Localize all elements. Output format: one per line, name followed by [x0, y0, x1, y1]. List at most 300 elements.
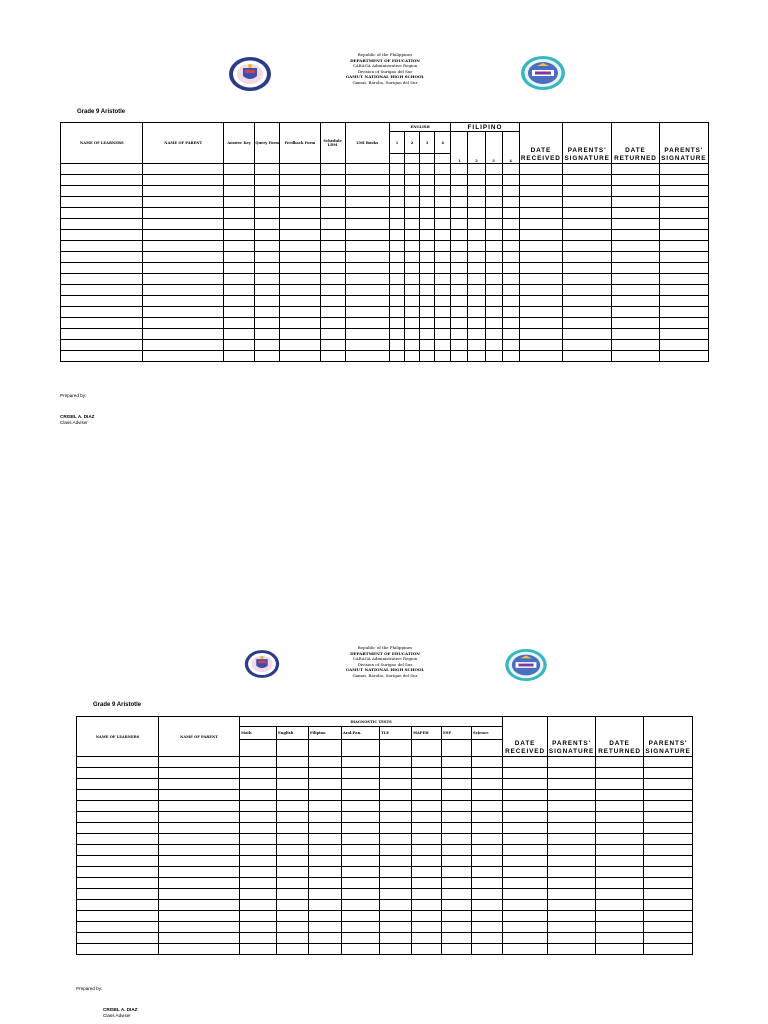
table-cell[interactable] — [380, 878, 412, 889]
table-cell[interactable] — [503, 812, 548, 823]
table-cell[interactable] — [223, 208, 254, 219]
table-cell[interactable] — [320, 351, 345, 362]
table-cell[interactable] — [61, 197, 143, 208]
table-cell[interactable] — [342, 812, 380, 823]
table-cell[interactable] — [451, 219, 468, 230]
table-cell[interactable] — [240, 757, 277, 768]
table-cell[interactable] — [659, 219, 708, 230]
table-cell[interactable] — [223, 219, 254, 230]
table-cell[interactable] — [472, 790, 503, 801]
table-cell[interactable] — [380, 856, 412, 867]
table-cell[interactable] — [612, 230, 659, 241]
table-cell[interactable] — [405, 197, 420, 208]
table-cell[interactable] — [240, 790, 277, 801]
table-cell[interactable] — [380, 867, 412, 878]
table-cell[interactable] — [412, 779, 442, 790]
table-cell[interactable] — [451, 164, 468, 175]
table-cell[interactable] — [612, 197, 659, 208]
table-cell[interactable] — [380, 779, 412, 790]
table-cell[interactable] — [240, 900, 277, 911]
table-cell[interactable] — [503, 878, 548, 889]
table-cell[interactable] — [280, 175, 320, 186]
table-cell[interactable] — [280, 230, 320, 241]
table-cell[interactable] — [435, 340, 451, 351]
table-cell[interactable] — [309, 911, 342, 922]
table-cell[interactable] — [143, 263, 223, 274]
table-cell[interactable] — [77, 790, 159, 801]
table-cell[interactable] — [412, 911, 442, 922]
table-cell[interactable] — [412, 790, 442, 801]
table-cell[interactable] — [143, 296, 223, 307]
table-cell[interactable] — [389, 263, 404, 274]
table-cell[interactable] — [562, 252, 611, 263]
table-cell[interactable] — [472, 911, 503, 922]
table-cell[interactable] — [562, 307, 611, 318]
table-cell[interactable] — [472, 900, 503, 911]
table-cell[interactable] — [659, 186, 708, 197]
table-cell[interactable] — [485, 175, 502, 186]
table-cell[interactable] — [342, 845, 380, 856]
table-cell[interactable] — [596, 889, 644, 900]
table-cell[interactable] — [405, 329, 420, 340]
table-cell[interactable] — [485, 252, 502, 263]
table-cell[interactable] — [77, 812, 159, 823]
table-cell[interactable] — [342, 834, 380, 845]
table-cell[interactable] — [389, 252, 404, 263]
table-cell[interactable] — [519, 263, 562, 274]
table-cell[interactable] — [320, 285, 345, 296]
table-cell[interactable] — [345, 329, 389, 340]
table-cell[interactable] — [159, 768, 240, 779]
table-cell[interactable] — [380, 900, 412, 911]
table-cell[interactable] — [644, 812, 693, 823]
table-cell[interactable] — [320, 175, 345, 186]
table-cell[interactable] — [548, 889, 596, 900]
table-cell[interactable] — [277, 867, 309, 878]
table-cell[interactable] — [143, 318, 223, 329]
table-cell[interactable] — [280, 307, 320, 318]
table-cell[interactable] — [485, 274, 502, 285]
table-cell[interactable] — [644, 757, 693, 768]
table-cell[interactable] — [451, 241, 468, 252]
table-cell[interactable] — [562, 351, 611, 362]
table-cell[interactable] — [435, 296, 451, 307]
table-cell[interactable] — [435, 175, 451, 186]
table-cell[interactable] — [255, 164, 280, 175]
table-cell[interactable] — [342, 911, 380, 922]
table-cell[interactable] — [596, 812, 644, 823]
table-cell[interactable] — [435, 208, 451, 219]
table-cell[interactable] — [405, 296, 420, 307]
table-cell[interactable] — [659, 329, 708, 340]
table-cell[interactable] — [503, 856, 548, 867]
table-cell[interactable] — [420, 252, 435, 263]
table-cell[interactable] — [562, 197, 611, 208]
table-cell[interactable] — [389, 230, 404, 241]
table-cell[interactable] — [548, 790, 596, 801]
table-cell[interactable] — [412, 933, 442, 944]
table-cell[interactable] — [412, 878, 442, 889]
table-cell[interactable] — [468, 164, 485, 175]
table-cell[interactable] — [345, 340, 389, 351]
table-cell[interactable] — [405, 208, 420, 219]
table-cell[interactable] — [342, 757, 380, 768]
table-cell[interactable] — [280, 219, 320, 230]
table-cell[interactable] — [442, 922, 472, 933]
table-cell[interactable] — [240, 944, 277, 955]
table-cell[interactable] — [405, 230, 420, 241]
table-cell[interactable] — [596, 878, 644, 889]
table-cell[interactable] — [61, 274, 143, 285]
table-cell[interactable] — [223, 296, 254, 307]
table-cell[interactable] — [309, 801, 342, 812]
table-cell[interactable] — [159, 812, 240, 823]
table-cell[interactable] — [61, 296, 143, 307]
table-cell[interactable] — [277, 834, 309, 845]
table-cell[interactable] — [309, 922, 342, 933]
table-cell[interactable] — [502, 351, 519, 362]
table-cell[interactable] — [159, 889, 240, 900]
table-cell[interactable] — [659, 296, 708, 307]
table-cell[interactable] — [451, 307, 468, 318]
table-cell[interactable] — [502, 208, 519, 219]
table-cell[interactable] — [644, 867, 693, 878]
table-cell[interactable] — [485, 241, 502, 252]
table-cell[interactable] — [405, 318, 420, 329]
table-cell[interactable] — [468, 186, 485, 197]
table-cell[interactable] — [548, 856, 596, 867]
table-cell[interactable] — [61, 329, 143, 340]
table-cell[interactable] — [389, 241, 404, 252]
table-cell[interactable] — [255, 175, 280, 186]
table-cell[interactable] — [345, 197, 389, 208]
table-cell[interactable] — [596, 834, 644, 845]
table-cell[interactable] — [380, 790, 412, 801]
table-cell[interactable] — [277, 845, 309, 856]
table-cell[interactable] — [502, 307, 519, 318]
table-cell[interactable] — [472, 878, 503, 889]
table-cell[interactable] — [435, 285, 451, 296]
table-cell[interactable] — [143, 208, 223, 219]
table-cell[interactable] — [405, 219, 420, 230]
table-cell[interactable] — [61, 186, 143, 197]
table-cell[interactable] — [596, 801, 644, 812]
table-cell[interactable] — [412, 812, 442, 823]
table-cell[interactable] — [309, 856, 342, 867]
table-cell[interactable] — [277, 944, 309, 955]
table-cell[interactable] — [277, 856, 309, 867]
table-cell[interactable] — [77, 911, 159, 922]
table-cell[interactable] — [644, 823, 693, 834]
table-cell[interactable] — [345, 175, 389, 186]
table-cell[interactable] — [280, 351, 320, 362]
table-cell[interactable] — [77, 757, 159, 768]
table-cell[interactable] — [612, 208, 659, 219]
table-cell[interactable] — [644, 922, 693, 933]
table-cell[interactable] — [548, 757, 596, 768]
table-cell[interactable] — [442, 823, 472, 834]
table-cell[interactable] — [562, 186, 611, 197]
table-cell[interactable] — [659, 340, 708, 351]
table-cell[interactable] — [420, 263, 435, 274]
table-cell[interactable] — [280, 208, 320, 219]
table-cell[interactable] — [277, 900, 309, 911]
table-cell[interactable] — [240, 911, 277, 922]
table-cell[interactable] — [451, 318, 468, 329]
table-cell[interactable] — [280, 329, 320, 340]
table-cell[interactable] — [412, 867, 442, 878]
table-cell[interactable] — [562, 296, 611, 307]
table-cell[interactable] — [342, 922, 380, 933]
table-cell[interactable] — [519, 219, 562, 230]
table-cell[interactable] — [420, 285, 435, 296]
table-cell[interactable] — [451, 285, 468, 296]
table-cell[interactable] — [61, 175, 143, 186]
table-cell[interactable] — [420, 241, 435, 252]
table-cell[interactable] — [442, 900, 472, 911]
table-cell[interactable] — [659, 208, 708, 219]
table-cell[interactable] — [277, 801, 309, 812]
table-cell[interactable] — [659, 263, 708, 274]
table-cell[interactable] — [405, 307, 420, 318]
table-cell[interactable] — [320, 318, 345, 329]
table-cell[interactable] — [255, 307, 280, 318]
table-cell[interactable] — [77, 845, 159, 856]
table-cell[interactable] — [420, 340, 435, 351]
table-cell[interactable] — [77, 944, 159, 955]
table-cell[interactable] — [380, 834, 412, 845]
table-cell[interactable] — [345, 318, 389, 329]
table-cell[interactable] — [342, 779, 380, 790]
table-cell[interactable] — [405, 274, 420, 285]
table-cell[interactable] — [389, 164, 404, 175]
table-cell[interactable] — [435, 329, 451, 340]
table-cell[interactable] — [659, 241, 708, 252]
table-cell[interactable] — [451, 175, 468, 186]
table-cell[interactable] — [659, 351, 708, 362]
table-cell[interactable] — [644, 845, 693, 856]
table-cell[interactable] — [612, 285, 659, 296]
table-cell[interactable] — [240, 801, 277, 812]
table-cell[interactable] — [468, 340, 485, 351]
table-cell[interactable] — [223, 340, 254, 351]
table-cell[interactable] — [502, 340, 519, 351]
table-cell[interactable] — [320, 186, 345, 197]
table-cell[interactable] — [380, 922, 412, 933]
table-cell[interactable] — [389, 329, 404, 340]
table-cell[interactable] — [442, 812, 472, 823]
table-cell[interactable] — [596, 900, 644, 911]
table-cell[interactable] — [143, 241, 223, 252]
table-cell[interactable] — [320, 208, 345, 219]
table-cell[interactable] — [255, 186, 280, 197]
table-cell[interactable] — [435, 241, 451, 252]
table-cell[interactable] — [442, 878, 472, 889]
table-cell[interactable] — [77, 834, 159, 845]
table-cell[interactable] — [320, 340, 345, 351]
table-cell[interactable] — [320, 263, 345, 274]
table-cell[interactable] — [472, 812, 503, 823]
table-cell[interactable] — [472, 889, 503, 900]
table-cell[interactable] — [405, 241, 420, 252]
table-cell[interactable] — [420, 208, 435, 219]
table-cell[interactable] — [412, 900, 442, 911]
table-cell[interactable] — [255, 219, 280, 230]
table-cell[interactable] — [240, 823, 277, 834]
table-cell[interactable] — [644, 801, 693, 812]
table-cell[interactable] — [612, 175, 659, 186]
table-cell[interactable] — [240, 779, 277, 790]
table-cell[interactable] — [612, 274, 659, 285]
table-cell[interactable] — [320, 296, 345, 307]
table-cell[interactable] — [659, 175, 708, 186]
table-cell[interactable] — [389, 208, 404, 219]
table-cell[interactable] — [472, 922, 503, 933]
table-cell[interactable] — [612, 340, 659, 351]
table-cell[interactable] — [380, 757, 412, 768]
table-cell[interactable] — [159, 790, 240, 801]
table-cell[interactable] — [503, 922, 548, 933]
table-cell[interactable] — [309, 845, 342, 856]
table-cell[interactable] — [345, 351, 389, 362]
table-cell[interactable] — [320, 230, 345, 241]
table-cell[interactable] — [451, 296, 468, 307]
table-cell[interactable] — [548, 779, 596, 790]
table-cell[interactable] — [502, 197, 519, 208]
table-cell[interactable] — [548, 845, 596, 856]
table-cell[interactable] — [255, 197, 280, 208]
table-cell[interactable] — [596, 823, 644, 834]
table-cell[interactable] — [503, 944, 548, 955]
table-cell[interactable] — [612, 186, 659, 197]
table-cell[interactable] — [472, 856, 503, 867]
table-cell[interactable] — [548, 823, 596, 834]
table-cell[interactable] — [309, 790, 342, 801]
table-cell[interactable] — [442, 845, 472, 856]
table-cell[interactable] — [389, 219, 404, 230]
table-cell[interactable] — [420, 329, 435, 340]
table-cell[interactable] — [468, 241, 485, 252]
table-cell[interactable] — [255, 252, 280, 263]
table-cell[interactable] — [612, 307, 659, 318]
table-cell[interactable] — [405, 263, 420, 274]
table-cell[interactable] — [159, 779, 240, 790]
table-cell[interactable] — [342, 933, 380, 944]
table-cell[interactable] — [435, 274, 451, 285]
table-cell[interactable] — [519, 340, 562, 351]
table-cell[interactable] — [77, 801, 159, 812]
table-cell[interactable] — [280, 164, 320, 175]
table-cell[interactable] — [502, 296, 519, 307]
table-cell[interactable] — [223, 318, 254, 329]
table-cell[interactable] — [77, 779, 159, 790]
table-cell[interactable] — [412, 889, 442, 900]
table-cell[interactable] — [502, 164, 519, 175]
table-cell[interactable] — [548, 801, 596, 812]
table-cell[interactable] — [320, 307, 345, 318]
table-cell[interactable] — [277, 878, 309, 889]
table-cell[interactable] — [320, 241, 345, 252]
table-cell[interactable] — [485, 329, 502, 340]
table-cell[interactable] — [485, 340, 502, 351]
table-cell[interactable] — [562, 241, 611, 252]
table-cell[interactable] — [389, 318, 404, 329]
table-cell[interactable] — [342, 801, 380, 812]
table-cell[interactable] — [412, 768, 442, 779]
table-cell[interactable] — [612, 351, 659, 362]
table-cell[interactable] — [143, 285, 223, 296]
table-cell[interactable] — [503, 790, 548, 801]
table-cell[interactable] — [380, 768, 412, 779]
table-cell[interactable] — [255, 296, 280, 307]
table-cell[interactable] — [223, 351, 254, 362]
table-cell[interactable] — [320, 274, 345, 285]
table-cell[interactable] — [468, 351, 485, 362]
table-cell[interactable] — [405, 175, 420, 186]
table-cell[interactable] — [320, 164, 345, 175]
table-cell[interactable] — [405, 351, 420, 362]
table-cell[interactable] — [596, 790, 644, 801]
table-cell[interactable] — [223, 186, 254, 197]
table-cell[interactable] — [659, 252, 708, 263]
table-cell[interactable] — [548, 878, 596, 889]
table-cell[interactable] — [280, 186, 320, 197]
table-cell[interactable] — [596, 856, 644, 867]
table-cell[interactable] — [548, 944, 596, 955]
table-cell[interactable] — [435, 351, 451, 362]
table-cell[interactable] — [389, 351, 404, 362]
table-cell[interactable] — [485, 285, 502, 296]
table-cell[interactable] — [468, 175, 485, 186]
table-cell[interactable] — [659, 274, 708, 285]
table-cell[interactable] — [451, 351, 468, 362]
table-cell[interactable] — [240, 768, 277, 779]
table-cell[interactable] — [503, 900, 548, 911]
table-cell[interactable] — [309, 768, 342, 779]
table-cell[interactable] — [223, 175, 254, 186]
table-cell[interactable] — [519, 197, 562, 208]
table-cell[interactable] — [548, 768, 596, 779]
table-cell[interactable] — [519, 274, 562, 285]
table-cell[interactable] — [644, 944, 693, 955]
table-cell[interactable] — [143, 219, 223, 230]
table-cell[interactable] — [644, 933, 693, 944]
table-cell[interactable] — [435, 186, 451, 197]
table-cell[interactable] — [345, 285, 389, 296]
table-cell[interactable] — [309, 878, 342, 889]
table-cell[interactable] — [502, 318, 519, 329]
table-cell[interactable] — [159, 867, 240, 878]
table-cell[interactable] — [412, 922, 442, 933]
table-cell[interactable] — [562, 274, 611, 285]
table-cell[interactable] — [420, 175, 435, 186]
table-cell[interactable] — [345, 263, 389, 274]
table-cell[interactable] — [223, 307, 254, 318]
table-cell[interactable] — [503, 757, 548, 768]
table-cell[interactable] — [562, 340, 611, 351]
table-cell[interactable] — [596, 768, 644, 779]
table-cell[interactable] — [143, 197, 223, 208]
table-cell[interactable] — [240, 889, 277, 900]
table-cell[interactable] — [548, 867, 596, 878]
table-cell[interactable] — [309, 867, 342, 878]
table-cell[interactable] — [143, 186, 223, 197]
table-cell[interactable] — [240, 834, 277, 845]
table-cell[interactable] — [420, 186, 435, 197]
table-cell[interactable] — [502, 186, 519, 197]
table-cell[interactable] — [380, 812, 412, 823]
table-cell[interactable] — [435, 230, 451, 241]
